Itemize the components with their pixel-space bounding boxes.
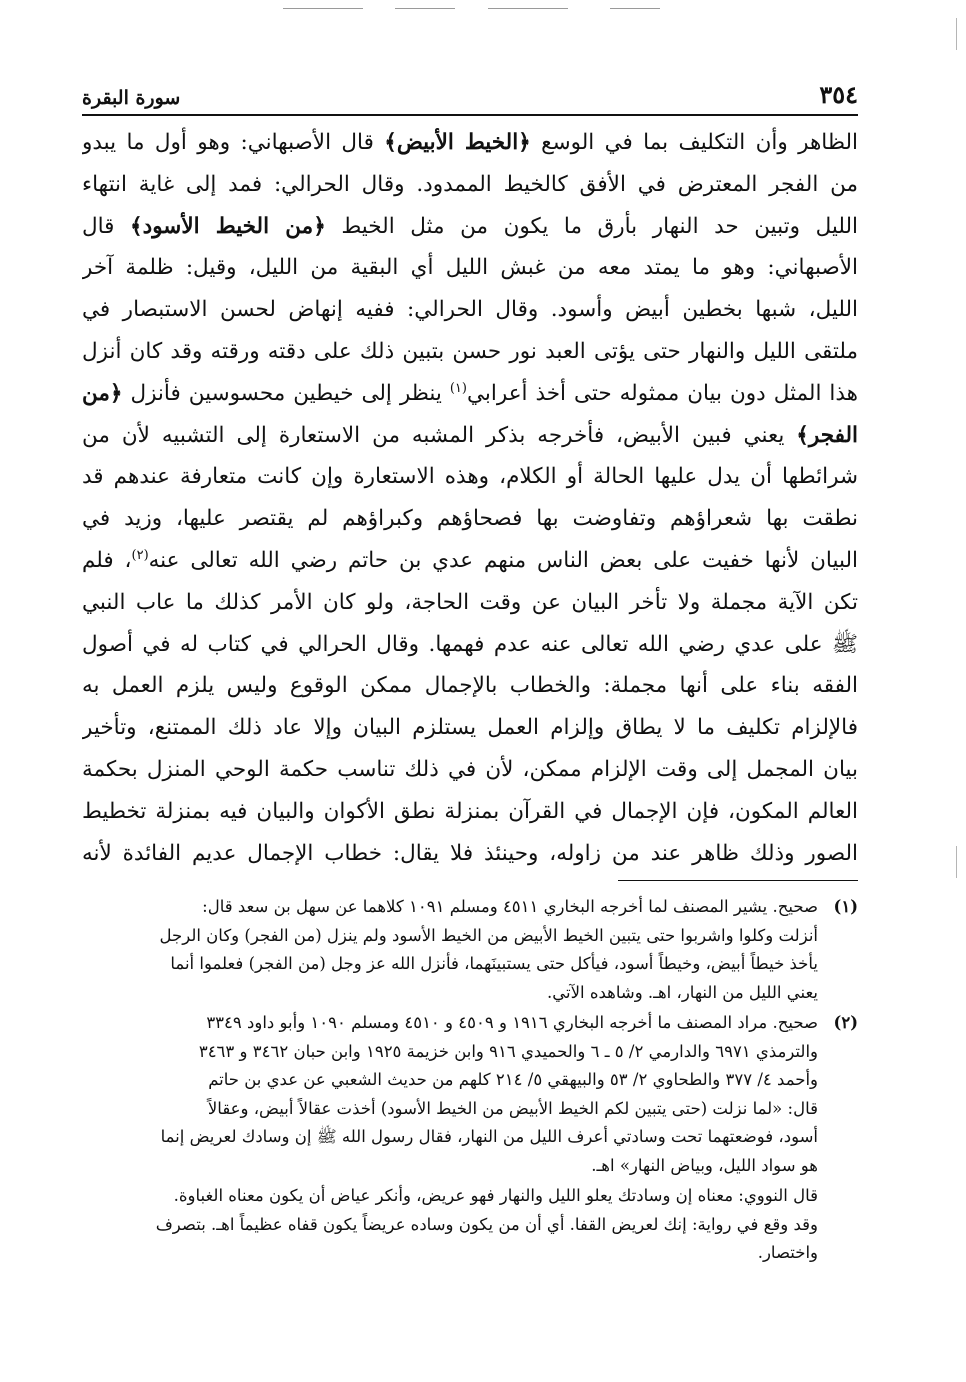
text-line: هذا المثل دون بيان ممثوله حتى أخذ أعرابي$^{(١)}$ ينظر إلى خيطين محسوسين فأنزل ﴿من [82,380,858,406]
footnote-line: واختصار. [757,1243,818,1262]
footnote-rule [618,880,858,881]
footnote-ref[interactable]: (٢) [131,547,149,563]
footnote-2 [82,1009,858,1180]
header-rule [82,114,858,116]
scan-line [488,8,568,9]
text-line: من الفجر المعترض في الأفق كالخيط الممدود. وقال الحرالي: فمد إلى غاية انتهاء [82,171,858,197]
main-text [82,122,858,874]
footnote-line: صحيح. يشير المصنف لما أخرجه البخاري ٤٥١١ ومسلم ١٠٩١ كلاهما عن سهل بن سعد قال: [202,897,818,916]
footnote-line: يأخذ خيطاً أبيض، وخيطاً أسود، فيأكل حتى يستبينَهما، فأنزل الله عز وجل (من الفجر) فعلموا أنما [170,954,818,973]
text-line: الصور وذلك ظاهر عند من زاوله، وحينئذ فلا يقال: خطاب الإجمال عديم الفائدة لأنه [82,840,858,866]
text-line: تكن الآية مجملة ولا تأخر البيان عن وقت الحاجة، ولو كان الأمر كذلك ما عاب النبي [82,589,858,615]
text-line: الليل وتبين حد النهار بأرق ما يكون من مثل الخيط ﴿من الخيط الأسود﴾ قال [82,213,858,239]
text-line: فالإلزام تكليف ما لا يطاق وإلزام العمل يستلزم البيان وإلا عاد ذلك الممتنع، وتأخير [82,715,858,741]
margin-mark [956,18,957,50]
text-line: ملتقى الليل والنهار حتى يؤتى العبد نور حسن بتبين ذلك على دقته ورقته وقد كان أنزل [82,338,858,364]
footnote-line: صحيح. مراد المصنف ما أخرجه البخاري ١٩١٦ و ٤٥٠٩ و ٤٥١٠ ومسلم ١٠٩٠ وأبو داود ٣٣٤٩ [206,1013,818,1032]
text-line: ﷺ على عدي رضي الله تعالى عنه عدم فهمها. وقال الحرالي في كتاب له في أصول [82,631,858,657]
footnotes [82,893,858,1268]
footnote-line: يعني الليل من النهار، اهـ. وشاهده الآتي. [547,982,818,1002]
text-line: الظاهر وأن التكليف بما في الوسع ﴿الخيط الأبيض﴾ قال الأصبهاني: وهو أول ما يبدو [82,130,858,155]
text-line: الليل، شبها بخطين أبيض وأسود. وقال الحرالي: ففيه إنهاض لحسن الاستبصار في [82,297,858,323]
text-line: البيان لأنها خفيت على بعض الناس منهم عدي بن حاتم رضي الله تعالى عنه$^{(٢)}$، فلم [82,547,858,573]
text-line: العالم المكون، فإن الإجمال في القرآن بمنزلة نطق الأكوان والبيان فيه بمنزلة تخطيط [82,798,858,824]
text-line: بيان المجمل إلى وقت الإلزام ممكن، لأن في ذلك تناسب حكمة الوحي المنزل بحكمة [82,756,858,782]
text-line: نطقت بها شعراؤهم وتفاوضت بها فصحاؤهم وكبراؤهم لم يقتصر عليها، وزيد في [82,506,858,532]
footnote-line: أسود، فوضعتهما تحت وسادتي أعرف الليل من النهار، فقال رسول الله ﷺ إن وسادك لعريض إنما [160,1127,818,1146]
text-line: الأصبهاني: وهو ما يمتد معه من غبش الليل أي البقية من الليل، وقيل: ظلمة آخر [82,255,858,281]
page-number: ٣٥٤ [819,80,858,109]
footnote-body [82,1009,818,1180]
scan-line [283,8,363,9]
scan-line [610,8,660,9]
text-line: الفقه بناء على أنها مجملة: والخطاب بالإجمال ممكن الوقوع وليس يلزم العمل به [82,673,858,699]
margin-mark [956,846,957,878]
footnote-ref[interactable]: (١) [449,380,467,396]
footnote-line: قال النووي: معناه إن وسادتك يعلو الليل والنهار فهو عريض، وأنكر عياض أن يكون معناه الغباوة. [173,1186,818,1205]
text-line: شرائطها أن يدل عليها الحالة أو الكلام، وهذه الاستعارة وإن كانت متعارفة عندهم قد [82,464,858,490]
footnote-commentary [82,1182,858,1268]
footnote-line: هو سواد الليل، وبياض النهار» اهـ. [591,1155,818,1175]
footnote-line: وأحمد ٤/ ٣٧٧ والطحاوي ٢/ ٥٣ والبيهقي ٥/ ٢١٤ كلهم من حديث الشعبي عن عدي بن حاتم [208,1070,818,1089]
footnote-line: وقد وقع في رواية: إنك لعريض القفا. أي أن من يكون وساده عريضاً يكون قفاه عظيماً اهـ. بتصرف [155,1214,818,1234]
footnote-body [82,893,818,1007]
surah-title: سورة البقرة [82,87,181,109]
footnote-marker: (١) [833,897,858,916]
footnote-line: أنزلت وكلوا واشربوا حتى يتبين الخيط الأبيض من الخيط الأسود ولم ينزل (من الفجر) وكان الرجل [159,925,818,945]
footnote-line: قال: «لما نزلت (حتى يتبين لكم الخيط الأبيض من الخيط الأسود) أخذت عقالاً أبيض، وعقالاً [207,1098,818,1118]
footnote-1 [82,893,858,1007]
footnote-marker: (٢) [833,1013,858,1032]
page-header [82,80,858,109]
text-line: الفجر﴾ يعني فبين الأبيض، فأخرجه بذكر المشبه من الاستعارة إلى التشبيه لأن من [82,422,858,448]
footnote-line: والترمذي ٦٩٧١ والدارمي ٢/ ٥ ـ ٦ والحميدي ٩١٦ وابن خزيمة ١٩٢٥ وابن حبان ٣٤٦٢ و ٣٤٦٣ [198,1041,818,1061]
scan-line [395,8,455,9]
